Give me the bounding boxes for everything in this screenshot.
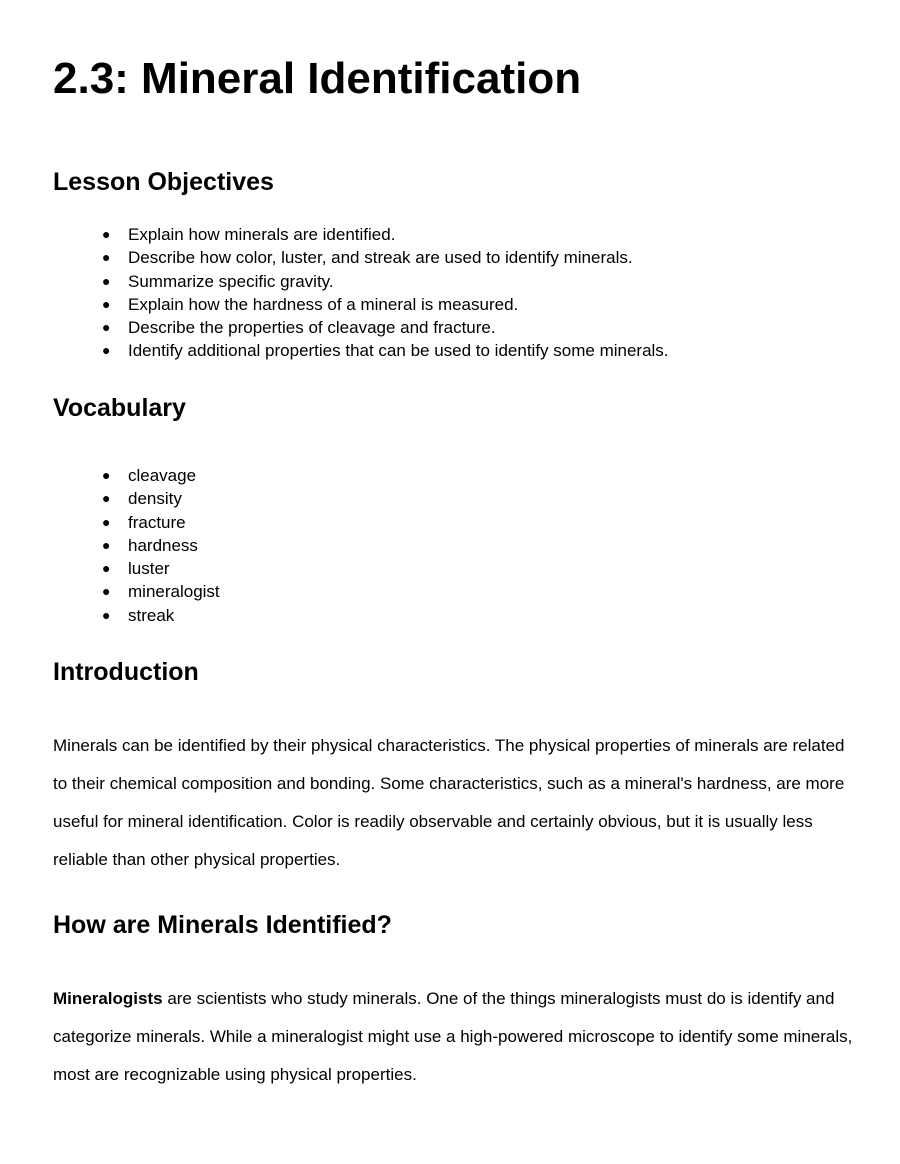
bullet-icon: ●	[102, 606, 111, 623]
vocabulary-term: mineralogist	[128, 582, 220, 602]
bullet-icon: ●	[102, 249, 111, 266]
objective-text: Describe the properties of cleavage and fracture.	[128, 318, 496, 338]
bullet-icon: ●	[102, 342, 111, 359]
vocabulary-heading: Vocabulary	[53, 394, 186, 422]
objective-text: Describe how color, luster, and streak are used to identify minerals.	[128, 248, 633, 268]
vocabulary-term: cleavage	[128, 466, 197, 485]
bullet-icon: ●	[102, 467, 111, 483]
vocabulary-term: density	[128, 489, 182, 509]
how-identified-paragraph	[53, 980, 853, 1094]
objective-text: Explain how minerals are identified.	[128, 225, 396, 244]
bold-term: Mineralogists	[53, 989, 163, 1008]
bullet-icon: ●	[102, 536, 111, 553]
objective-text: Summarize specific gravity.	[128, 271, 334, 291]
paragraph-text: are scientists who study minerals. One of the things mineralogists must do is identify and categorize minerals. While a mineralogist might use a high-powered microscope to identify some minerals, most are recognizable using physical properties.	[53, 989, 853, 1084]
introduction-heading: Introduction	[53, 658, 199, 686]
page-title: 2.3: Mineral Identification	[53, 54, 582, 103]
objectives-heading: Lesson Objectives	[53, 168, 274, 196]
bullet-icon: ●	[102, 583, 111, 600]
vocabulary-term: fracture	[128, 512, 186, 532]
bullet-icon: ●	[102, 295, 111, 312]
how-identified-heading: How are Minerals Identified?	[53, 911, 392, 939]
bullet-icon: ●	[102, 560, 111, 577]
vocabulary-term: streak	[128, 605, 175, 625]
objective-text: Identify additional properties that can be used to identify some minerals.	[128, 341, 669, 361]
bullet-icon: ●	[102, 513, 111, 530]
vocabulary-term: luster	[128, 559, 170, 579]
bullet-icon: ●	[102, 490, 111, 507]
bullet-icon: ●	[102, 226, 111, 242]
bullet-icon: ●	[102, 319, 111, 336]
objective-text: Explain how the hardness of a mineral is measured.	[128, 294, 519, 314]
vocabulary-term: hardness	[128, 535, 198, 555]
bullet-icon: ●	[102, 272, 111, 289]
introduction-paragraph: Minerals can be identified by their physical characteristics. The physical properties of minerals are related to their chemical composition and bonding. Some characteristics, such as a mineral's hardness, are more useful for mineral identification. Color is readily observable and certainly obvious, but it is usually less reliable than other physical properties.	[53, 736, 845, 869]
